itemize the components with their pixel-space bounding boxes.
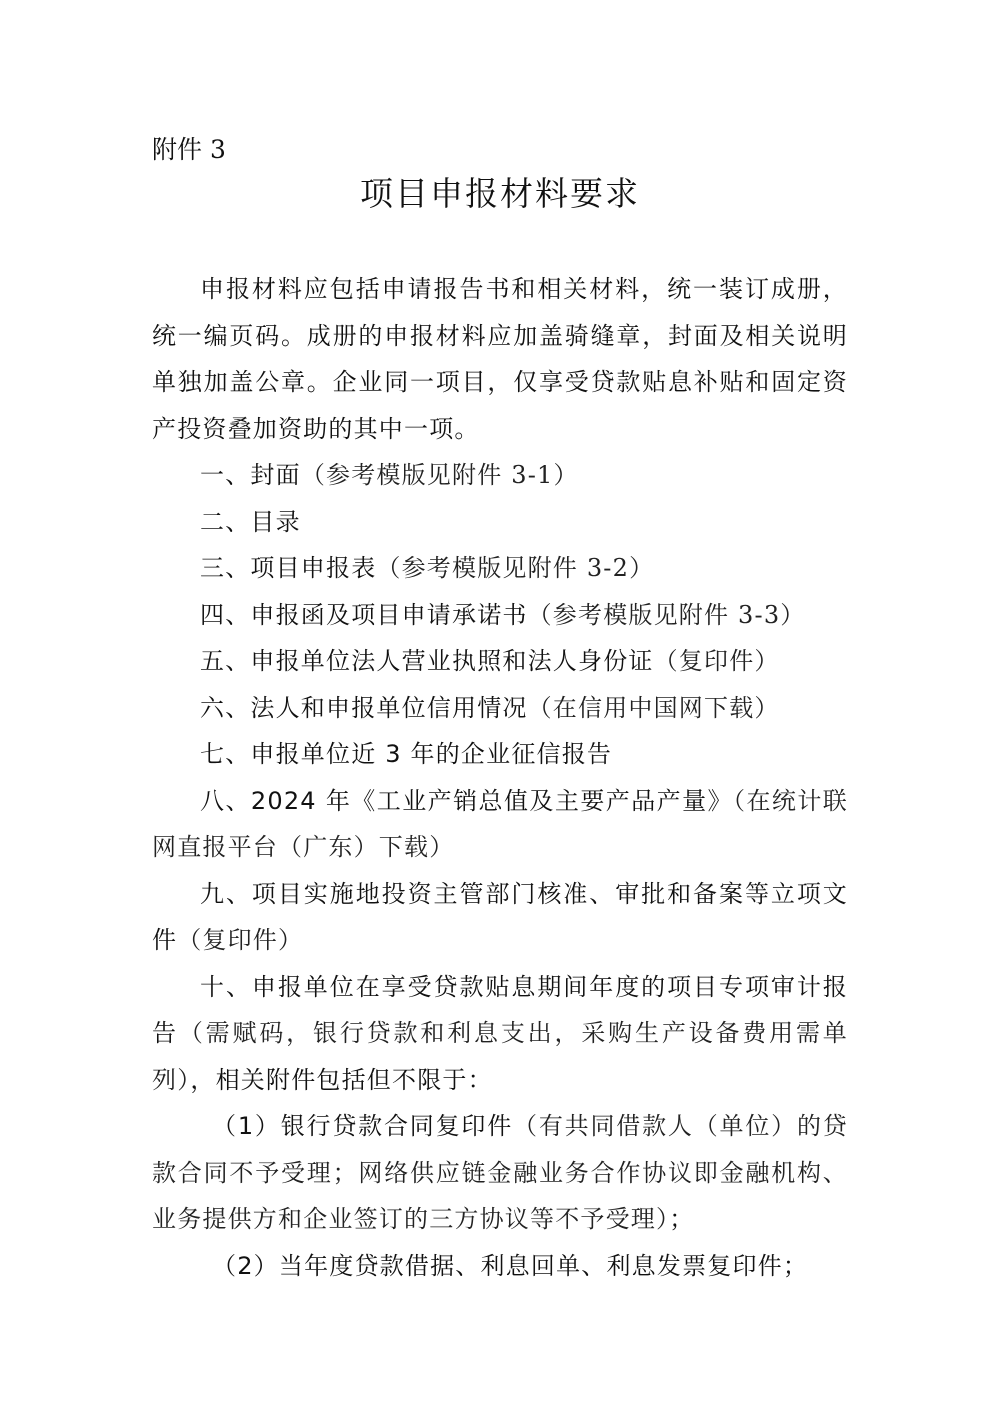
item-heading: 九、项目实施地投资主管部门核准、审批和备案等立项文件 xyxy=(152,879,848,954)
item-heading: 七、申报单位近 3 年的企业征信报告 xyxy=(200,740,613,768)
list-item xyxy=(152,592,848,639)
list-item xyxy=(152,638,848,685)
list-item xyxy=(152,731,848,778)
item-note: （在信用中国网下载） xyxy=(527,693,780,722)
item-note: （复印件） xyxy=(653,647,780,675)
item-note: （参考模版见附件 3-2） xyxy=(376,554,655,582)
list-item xyxy=(152,452,848,499)
sub-list-item xyxy=(152,1243,848,1290)
intro-paragraph: 申报材料应包括申请报告书和相关材料，统一装订成册，统一编页码。成册的申报材料应加盖骑缝章，封面及相关说明单独加盖公章。企业同一项目，仅享受贷款贴息补贴和固定资产投资叠加资助的其中一项。 xyxy=(152,275,848,443)
sub-list-item xyxy=(152,1103,848,1243)
item-heading: 六、法人和申报单位信用情况 xyxy=(200,693,528,722)
list-item xyxy=(152,778,848,871)
list-item xyxy=(152,499,848,546)
annex-label: 附件 3 xyxy=(152,135,226,164)
list-item xyxy=(152,964,848,1104)
item-heading: 一、封面 xyxy=(200,461,301,489)
list-item xyxy=(152,871,848,964)
document-body xyxy=(152,266,848,1289)
item-heading: 五、申报单位法人营业执照和法人身份证 xyxy=(200,647,654,675)
page-title: 项目申报材料要求 xyxy=(360,174,640,213)
subitem-heading: （1）银行贷款合同复印件 xyxy=(212,1112,514,1140)
item-heading: 二、目录 xyxy=(200,507,301,536)
list-item xyxy=(152,685,848,732)
item-note: （参考模版见附件 3-3） xyxy=(527,600,806,629)
item-heading: 八、2024 年《工业产销总值及主要产品产量》 xyxy=(200,786,734,815)
item-heading: 十、申报单位在享受贷款贴息期间年度的项目专项审计报告 xyxy=(152,972,848,1047)
subitem-note: （有共同借款人（单位）的贷款合同不予受理；网络供应链金融业务合作协议即金融机构、业务提供方和企业签订的三方协议等不予受理） xyxy=(152,1112,848,1233)
subitem-tail: ； xyxy=(669,1205,695,1233)
item-note: （参考模版见附件 3-1） xyxy=(300,461,579,489)
list-item xyxy=(152,545,848,592)
item-note: （需赋码，银行贷款和利息支出，采购生产设备费用需单列） xyxy=(152,1019,849,1094)
item-note: （在统计联网直报平台（广东）下载） xyxy=(152,786,849,861)
subitem-heading: （2）当年度贷款借据、利息回单、利息发票复印件； xyxy=(212,1251,809,1280)
item-heading: 三、项目申报表 xyxy=(200,554,377,582)
item-tail: ，相关附件包括但不限于： xyxy=(190,1065,493,1094)
item-heading: 四、申报函及项目申请承诺书 xyxy=(200,600,528,629)
item-note: （复印件） xyxy=(177,926,304,954)
